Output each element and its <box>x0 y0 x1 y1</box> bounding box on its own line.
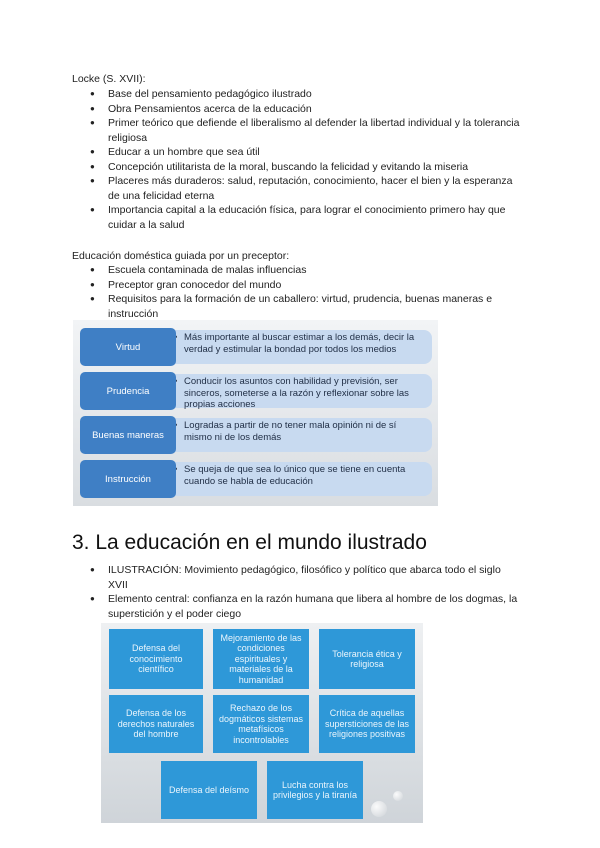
requirement-description: • Más importante al buscar estimar a los demás, decir la verdad y estimular la bondad por todos los medios <box>162 330 432 364</box>
concept-box: Mejoramiento de las condiciones espirituales y materiales de la humanidad <box>213 629 309 689</box>
concept-box: Defensa del deísmo <box>161 761 257 819</box>
list-item: ● Preceptor gran conocedor del mundo <box>90 278 520 293</box>
locke-list <box>90 87 520 232</box>
list-item: ● ILUSTRACIÓN: Movimiento pedagógico, filosófico y político que abarca todo el siglo XVII <box>90 563 520 592</box>
list-item: ● Escuela contaminada de malas influencias <box>90 263 520 278</box>
concept-box: Defensa del conocimiento científico <box>109 629 203 689</box>
requirement-label: Virtud <box>80 328 176 366</box>
requirement-label: Prudencia <box>80 372 176 410</box>
requirement-label: Buenas maneras <box>80 416 176 454</box>
concept-box: Lucha contra los privilegios y la tiranía <box>267 761 363 819</box>
list-item: ● Requisitos para la formación de un caballero: virtud, prudencia, buenas maneras e instrucción <box>90 292 520 321</box>
concept-box: Tolerancia ética y religiosa <box>319 629 415 689</box>
concept-box: Defensa de los derechos naturales del hombre <box>109 695 203 753</box>
section-3-list <box>90 563 520 621</box>
requirement-description: • Logradas a partir de no tener mala opinión ni de sí mismo ni de los demás <box>162 418 432 452</box>
decorative-bubble <box>371 801 387 817</box>
concept-box: Crítica de aquellas supersticiones de las religiones positivas <box>319 695 415 753</box>
decorative-bubble <box>393 791 403 801</box>
list-item: ● Placeres más duraderos: salud, reputación, conocimiento, hacer el bien y la esperanza de una felicidad eterna <box>90 174 520 203</box>
ilustracion-concepts-slide <box>101 623 423 823</box>
requirement-row-buenas-maneras <box>80 416 432 454</box>
concept-box: Rechazo de los dogmáticos sistemas metafísicos incontrolables <box>213 695 309 753</box>
list-item: ● Importancia capital a la educación física, para lograr el conocimiento primero hay que cuidar a la salud <box>90 203 520 232</box>
list-item: ● Base del pensamiento pedagógico ilustrado <box>90 87 520 102</box>
requirement-row-instruccion <box>80 460 432 498</box>
list-item: ● Elemento central: confianza en la razón humana que libera al hombre de los dogmas, la superstición y el poder ciego <box>90 592 520 621</box>
section-3-title: 3. La educación en el mundo ilustrado <box>72 531 427 554</box>
requirement-label: Instrucción <box>80 460 176 498</box>
list-item: ● Educar a un hombre que sea útil <box>90 145 520 160</box>
requirement-description: • Conducir los asuntos con habilidad y previsión, ser sinceros, someterse a la razón y reflexionar sobre las propias acciones <box>162 374 432 408</box>
requirement-row-virtud <box>80 328 432 366</box>
list-item: ● Primer teórico que defiende el liberalismo al defender la libertad individual y la tolerancia religiosa <box>90 116 520 145</box>
requirement-row-prudencia <box>80 372 432 410</box>
caballero-requirements-slide <box>73 320 438 506</box>
requirement-description: • Se queja de que sea lo único que se tiene en cuenta cuando se habla de educación <box>162 462 432 496</box>
list-item: ● Concepción utilitarista de la moral, buscando la felicidad y evitando la miseria <box>90 160 520 175</box>
locke-heading: Locke (S. XVII): <box>72 73 146 85</box>
domestica-list <box>90 263 520 321</box>
domestica-heading: Educación doméstica guiada por un preceptor: <box>72 250 290 262</box>
list-item: ● Obra Pensamientos acerca de la educación <box>90 102 520 117</box>
